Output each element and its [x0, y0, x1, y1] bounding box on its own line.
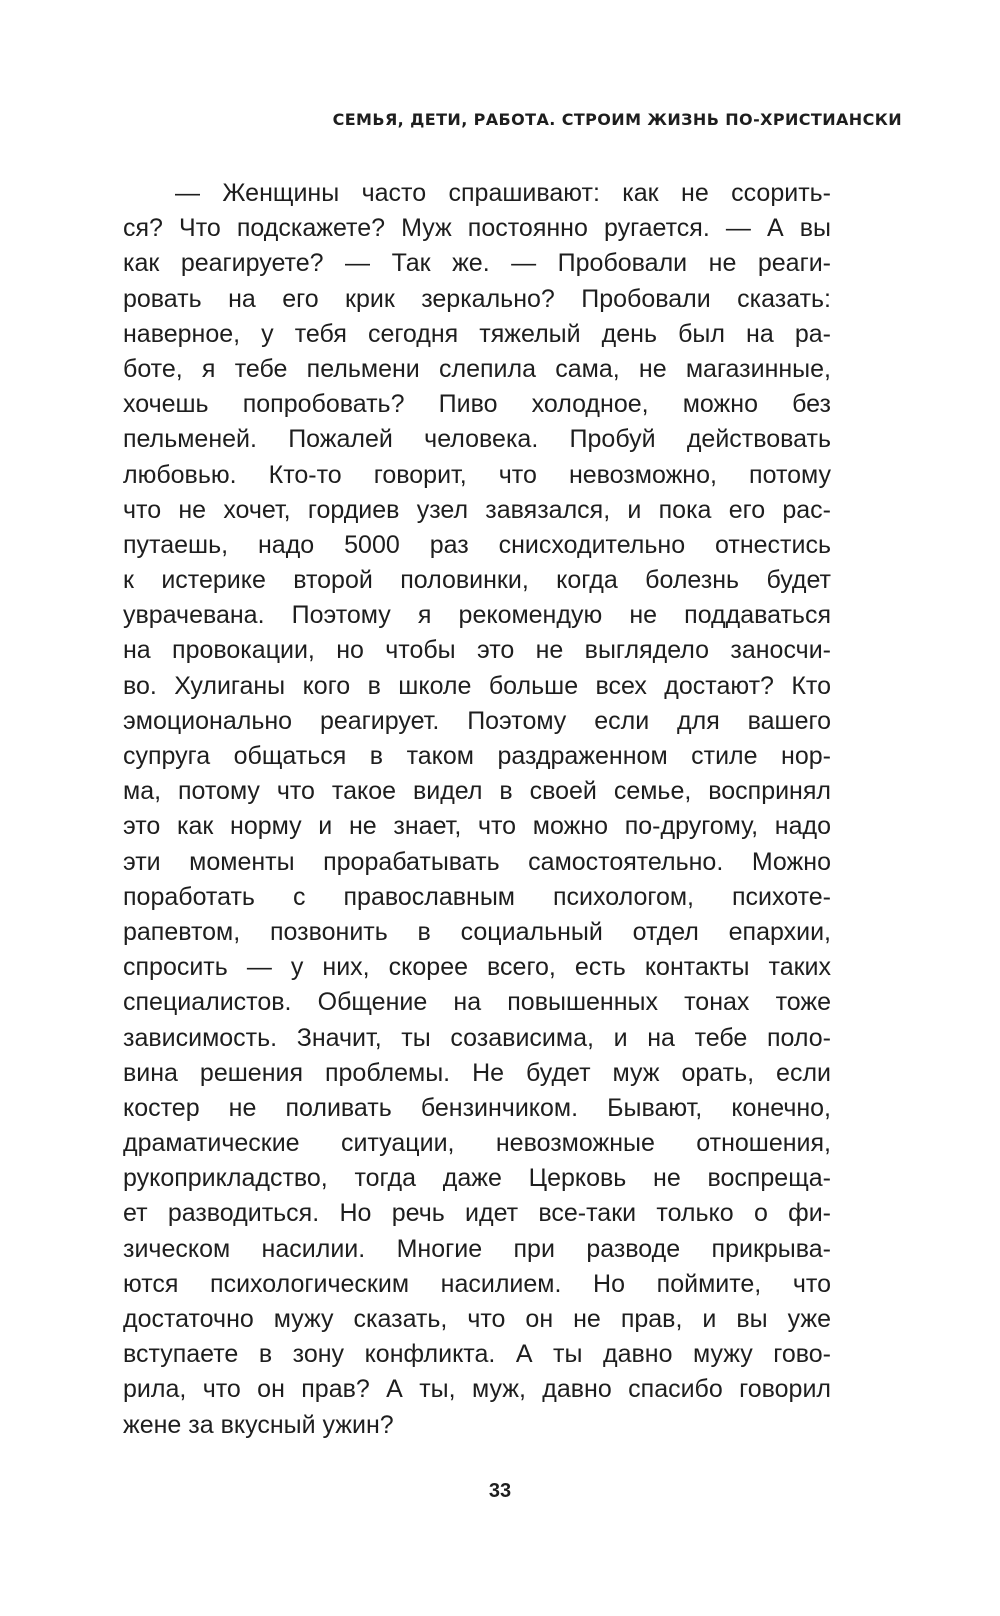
text-line: эмоционально реагирует. Поэтому если для вашего: [123, 706, 831, 735]
text-line: эти моменты прорабатывать самостоятельно. Можно: [123, 847, 831, 876]
text-line: что не хочет, гордиев узел завязался, и пока его рас-: [123, 495, 831, 524]
text-line: рукоприкладство, тогда даже Церковь не воспреща-: [123, 1164, 831, 1193]
text-line: ровать на его крик зеркально? Пробовали сказать:: [123, 284, 831, 313]
text-line: специалистов. Общение на повышенных тонах тоже: [123, 988, 831, 1017]
text-line: ет разводиться. Но речь идет все-таки только о фи-: [123, 1199, 831, 1228]
text-line: ма, потому что такое видел в своей семье, воспринял: [123, 777, 831, 806]
text-line: драматические ситуации, невозможные отношения,: [123, 1129, 831, 1158]
text-line: уврачевана. Поэтому я рекомендую не поддаваться: [123, 601, 831, 630]
text-line: вступаете в зону конфликта. А ты давно мужу гово-: [123, 1340, 831, 1369]
text-line: спросить — у них, скорее всего, есть контакты таких: [123, 953, 831, 982]
text-line: как реагируете? — Так же. — Пробовали не реаги-: [123, 249, 831, 278]
text-line: поработать с православным психологом, психоте-: [123, 882, 831, 911]
text-line: вина решения проблемы. Не будет муж орать, если: [123, 1058, 831, 1087]
text-line: жене за вкусный ужин?: [123, 1410, 394, 1439]
text-line: рила, что он прав? А ты, муж, давно спасибо говорил: [123, 1375, 831, 1404]
text-line: любовью. Кто-то говорит, что невозможно, потому: [123, 460, 831, 489]
text-line: зависимость. Значит, ты созависима, и на тебе поло-: [123, 1023, 831, 1052]
text-line: пельменей. Пожалей человека. Пробуй действовать: [123, 425, 831, 454]
text-line: во. Хулиганы кого в школе больше всех достают? Кто: [123, 671, 831, 700]
text-line: — Женщины часто спрашивают: как не ссорить-: [175, 179, 831, 207]
running-header: СЕМЬЯ, ДЕТИ, РАБОТА. СТРОИМ ЖИЗНЬ ПО-ХРИСТИАНСКИ: [332, 110, 902, 129]
text-line: достаточно мужу сказать, что он не прав, и вы уже: [123, 1305, 831, 1333]
text-line: ются психологическим насилием. Но поймите, что: [123, 1269, 831, 1298]
text-line: на провокации, но чтобы это не выглядело заносчи-: [123, 636, 831, 665]
text-line: это как норму и не знает, что можно по-другому, надо: [123, 812, 831, 841]
text-line: зическом насилии. Многие при разводе прикрыва-: [123, 1234, 831, 1263]
body-text: [123, 176, 831, 1443]
text-line: рапевтом, позвонить в социальный отдел епархии,: [123, 917, 831, 946]
text-line: наверное, у тебя сегодня тяжелый день был на ра-: [123, 319, 831, 348]
text-line: ся? Что подскажете? Муж постоянно ругается. — А вы: [123, 214, 831, 243]
text-line: хочешь попробовать? Пиво холодное, можно без: [123, 390, 831, 419]
text-line: к истерике второй половинки, когда болезнь будет: [123, 566, 831, 595]
text-line: путаешь, надо 5000 раз снисходительно отнестись: [123, 530, 831, 559]
page-number: 33: [488, 1480, 512, 1502]
text-line: костер не поливать бензинчиком. Бывают, конечно,: [123, 1093, 831, 1122]
text-line: супруга общаться в таком раздраженном стиле нор-: [123, 742, 831, 770]
text-line: боте, я тебе пельмени слепила сама, не магазинные,: [123, 354, 831, 383]
